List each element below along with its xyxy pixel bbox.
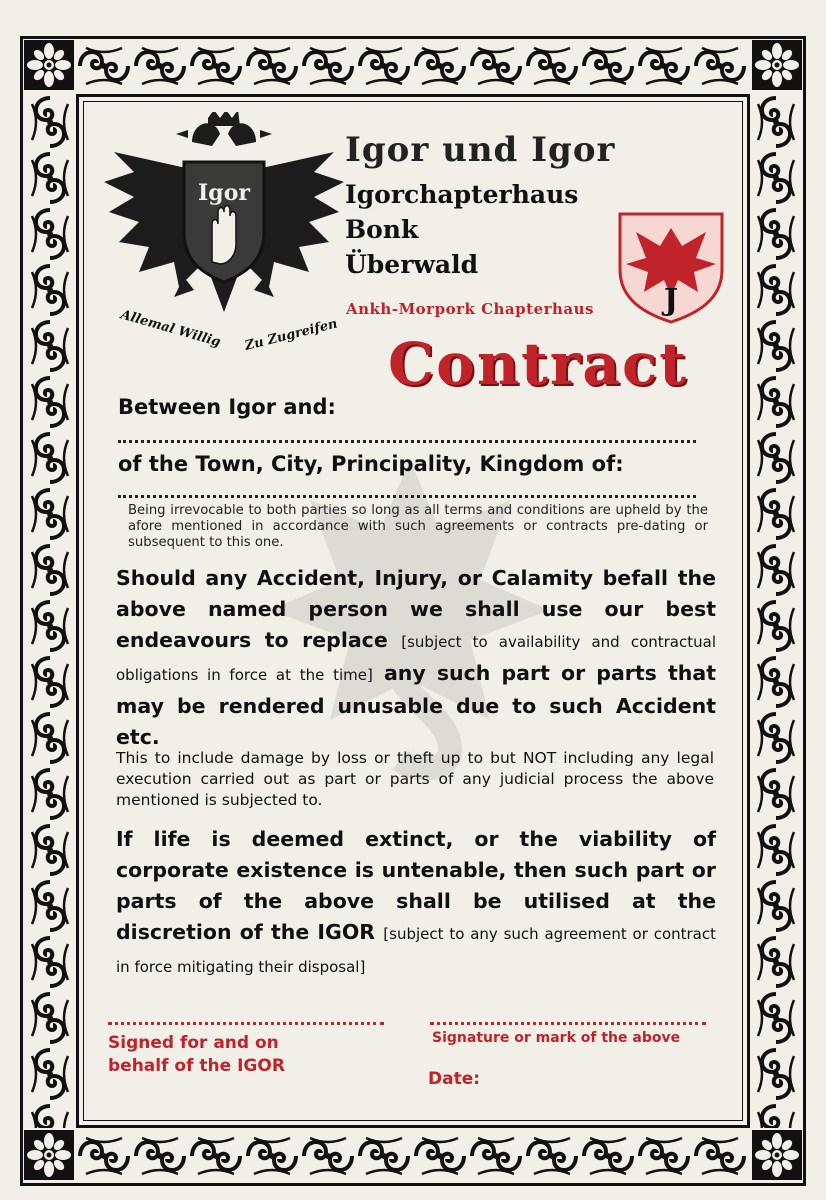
between-name-field[interactable] xyxy=(118,440,696,443)
accident-paragraph xyxy=(116,563,716,753)
town-label: of the Town, City, Principality, Kingdom of: xyxy=(118,452,624,476)
crest-motto xyxy=(116,300,346,360)
rosette-icon xyxy=(750,38,804,92)
rosette-icon xyxy=(750,1128,804,1182)
eagle-crest-icon xyxy=(104,112,344,316)
crest-shield-text: Igor xyxy=(198,180,250,206)
town-field[interactable] xyxy=(118,495,696,498)
rosette-icon xyxy=(22,1128,76,1182)
loss-theft-paragraph: This to include damage by loss or theft up to but NOT including any legal execution carried out as part or parts of any judicial process the above mentioned is subjected to. xyxy=(116,749,714,809)
rosette-icon xyxy=(22,38,76,92)
life-extinct-start: If life is deemed extinct, or the viability of corporate existence is untenable, then such part or parts of the above shall be utilised at the discretion of the IGOR xyxy=(116,827,716,944)
header-line1: Igorchapterhaus xyxy=(345,180,579,209)
igor-signature-field[interactable] xyxy=(108,1022,384,1025)
life-extinct-paragraph xyxy=(116,824,716,983)
motto-right: Zu Zugreifen xyxy=(243,316,340,354)
chapter-label: Ankh-Morpork Chapterhaus xyxy=(346,300,594,318)
header-title: Igor und Igor xyxy=(345,130,616,170)
bottom-ornament-band xyxy=(76,1130,750,1182)
accident-paragraph-start: Should any Accident, Injury, or Calamity befall the above named person we shall use our best endeavours to replace xyxy=(116,566,716,652)
dragon-shield-icon xyxy=(616,210,726,330)
date-label: Date: xyxy=(428,1069,481,1089)
signed-for-label-1: Signed for and on xyxy=(108,1033,279,1053)
motto-left: Allemal Willig xyxy=(118,307,223,351)
header-line3: Überwald xyxy=(345,250,479,279)
life-extinct-bracket: [subject to any such agreement or contract in force mitigating their disposal] xyxy=(116,925,717,976)
terms-paragraph: Being irrevocable to both parties so long as all terms and conditions are upheld by the afore mentioned in accordance with such agreements or contracts pre-dating or subsequent to this one. xyxy=(128,503,708,550)
between-label: Between Igor and: xyxy=(118,395,336,419)
top-ornament-band xyxy=(76,40,750,92)
accident-paragraph-bracket: [subject to availability and contractual obligations in force at the time] xyxy=(116,633,716,684)
right-ornament-band xyxy=(750,94,802,1128)
contract-title: Contract xyxy=(388,330,689,398)
signature-mark-label: Signature or mark of the above xyxy=(432,1030,681,1046)
signed-for-label-2: behalf of the IGOR xyxy=(108,1056,285,1076)
left-ornament-band xyxy=(24,94,76,1128)
dragon-shield-letter: J xyxy=(663,283,679,318)
header-line2: Bonk xyxy=(345,215,419,244)
party-signature-field[interactable] xyxy=(430,1022,706,1025)
accident-paragraph-end: any such part or parts that may be rendered unusable due to such Accident etc. xyxy=(116,661,717,749)
